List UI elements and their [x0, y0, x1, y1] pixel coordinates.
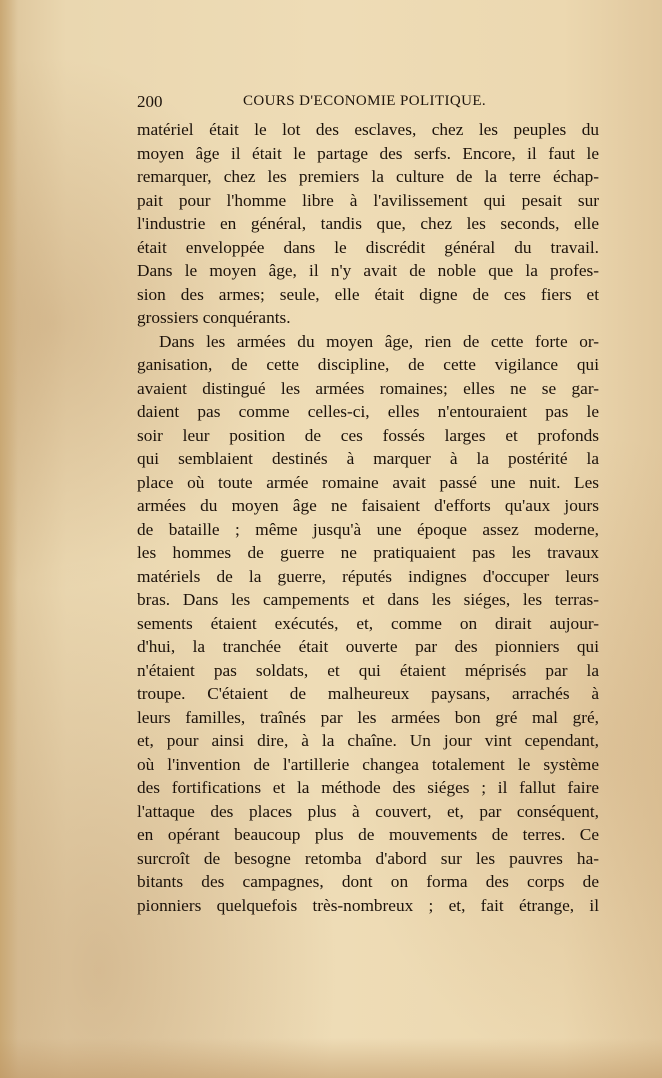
- text-line: qui semblaient destinés à marquer à la postérité la: [137, 449, 599, 468]
- page-bottom-stain: [0, 1038, 662, 1078]
- text-line: ganisation, de cette discipline, de cette vigilance qui: [137, 355, 599, 374]
- text-line: troupe. C'étaient de malheureux paysans, arrachés à: [137, 684, 599, 703]
- text-line: où l'invention de l'artillerie changea totalement le système: [137, 754, 599, 774]
- text-line: sements étaient exécutés, et, comme on dirait aujour-: [137, 613, 599, 633]
- running-title: COURS D'ECONOMIE POLITIQUE.: [243, 93, 487, 109]
- text-line: pionniers quelquefois très-nombreux ; et, fait étrange, il: [137, 895, 599, 915]
- text-line: Dans les armées du moyen âge, rien de cette forte or-: [159, 331, 599, 351]
- text-line: leurs familles, traînés par les armées bon gré mal gré,: [137, 707, 599, 727]
- text-line: place où toute armée romaine avait passé une nuit. Les: [137, 472, 599, 492]
- text-line: matériels de la guerre, réputés indignes d'occuper leurs: [137, 566, 599, 586]
- text-line: l'attaque des places plus à couvert, et, par conséquent,: [137, 801, 599, 821]
- page-header: [137, 92, 599, 116]
- text-line: daient pas comme celles-ci, elles n'entouraient pas le: [137, 402, 599, 421]
- text-line: avaient distingué les armées romaines; elles ne se gar-: [137, 378, 599, 398]
- text-line: soir leur position de ces fossés larges et profonds: [137, 425, 599, 445]
- text-line: n'étaient pas soldats, et qui étaient méprisés par la: [137, 660, 599, 680]
- text-line: sion des armes; seule, elle était digne de ces fiers et: [137, 284, 599, 304]
- page-number: 200: [137, 92, 163, 111]
- text-line: les hommes de guerre ne pratiquaient pas les travaux: [137, 543, 599, 562]
- text-line: bras. Dans les campements et dans les siéges, les terras-: [137, 590, 599, 609]
- text-line: Dans le moyen âge, il n'y avait de noble que la profes-: [137, 261, 599, 280]
- text-line: en opérant beaucoup plus de mouvements de terres. Ce: [137, 825, 599, 844]
- text-line: était enveloppée dans le discrédit général du travail.: [137, 237, 599, 257]
- text-line: de bataille ; même jusqu'à une époque assez moderne,: [137, 519, 599, 539]
- text-line: l'industrie en général, tandis que, chez les seconds, elle: [137, 214, 599, 233]
- text-line: pait pour l'homme libre à l'avilissement qui pesait sur: [137, 190, 599, 210]
- text-line: surcroît de besogne retomba d'abord sur les pauvres ha-: [137, 848, 599, 868]
- text-line: bitants des campagnes, dont on forma des corps de: [137, 872, 599, 891]
- body-text: [137, 118, 599, 917]
- text-line: d'hui, la tranchée était ouverte par des pionniers qui: [137, 637, 599, 656]
- text-line: remarquer, chez les premiers la culture de la terre échap-: [137, 167, 599, 186]
- text-line: grossiers conquérants.: [137, 308, 291, 327]
- text-line: armées du moyen âge ne faisaient d'efforts qu'aux jours: [137, 496, 599, 515]
- text-line: et, pour ainsi dire, à la chaîne. Un jour vint cependant,: [137, 731, 599, 750]
- text-line: moyen âge il était le partage des serfs. Encore, il faut le: [137, 143, 599, 163]
- text-line: matériel était le lot des esclaves, chez les peuples du: [137, 120, 599, 139]
- text-line: des fortifications et la méthode des siéges ; il fallut faire: [137, 778, 599, 797]
- page-left-edge-shadow: [0, 0, 18, 1078]
